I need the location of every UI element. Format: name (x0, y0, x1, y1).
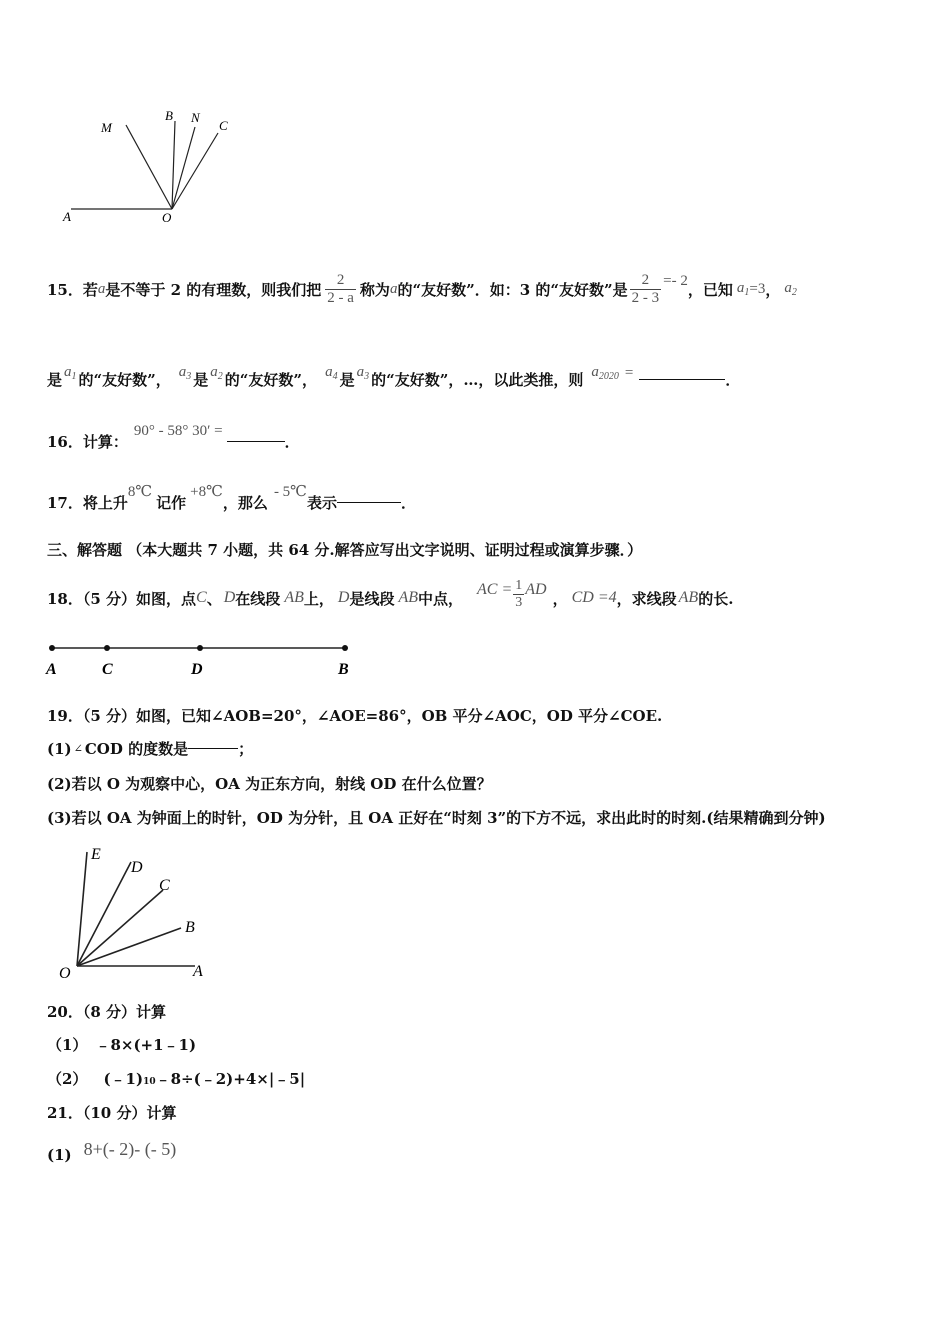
a1-eq: =3 (749, 280, 766, 297)
a1-sub-2: 1 (71, 371, 77, 382)
q15-line2 (47, 364, 740, 394)
q18-t8: 的长. (698, 589, 734, 608)
q16 (47, 420, 300, 454)
q18-fraction (513, 578, 524, 611)
q15-text1: 是不等于 2 的有理数，则我们把 (105, 280, 322, 299)
label-c: C (159, 877, 170, 894)
q18-eq-right: AD (525, 581, 547, 598)
q18-t7: ，求线段 (616, 589, 677, 608)
label-n: N (191, 110, 200, 125)
ex-num: 2 (641, 271, 650, 288)
var-a: a (97, 280, 106, 297)
label-b: B (185, 919, 195, 936)
q18 (47, 570, 733, 618)
label-d: D (191, 661, 203, 678)
a2020-sub: 2020 (598, 371, 619, 382)
q21-p1-label: (1) (47, 1146, 72, 1164)
frac-den: 2 - a (327, 289, 354, 306)
label-o: O (59, 965, 71, 982)
q15-answer-blank[interactable] (639, 379, 725, 380)
q16-end: ． (284, 432, 300, 451)
point-d (197, 645, 203, 651)
q18-ab-2: AB (398, 589, 418, 606)
q18-t3: 上， (303, 589, 334, 608)
angle-figure (55, 105, 245, 230)
q18-t1: 18．（5 分）如图，点 (47, 589, 197, 608)
rays-figure (55, 840, 225, 985)
label-c: C (102, 661, 113, 678)
q21-part1 (47, 1134, 176, 1164)
q17-t2: 记作 (156, 493, 187, 512)
a1-symbol: $a_1$ (736, 280, 750, 298)
a3-sub-2: 3 (364, 371, 370, 382)
q20-p2-label: （2） (47, 1070, 88, 1088)
section-3-title: 三、解答题 （本大题共 7 小题，共 64 分.解答应写出文字说明、证明过程或演算步骤．） (47, 541, 643, 559)
point-c (104, 645, 110, 651)
q19-part3: (3)若以 OA 为钟面上的时针，OD 为分针，且 OA 正好在“时刻 3”的下方不远，求出此时的时刻.(结果精确到分钟) (47, 809, 826, 827)
q15-l2-t4: 是 (339, 370, 355, 389)
a2-symbol: $a_2$ (784, 280, 797, 298)
q17-v3: - 5℃ (273, 483, 307, 500)
a2-sub-2: 2 (217, 371, 223, 382)
ray-oc (77, 890, 163, 966)
q17-t3: ，那么 (222, 493, 268, 512)
q15-text2: 称为 (359, 280, 390, 299)
q19-p1-text: COD 的度数是 (84, 740, 189, 758)
q18-sep: 、 (206, 589, 222, 608)
q15-line1 (47, 264, 797, 314)
var-a-2: a (389, 280, 398, 297)
q17-t1: 17．将上升 (47, 493, 128, 512)
q21-title: 21．（10 分）计算 (47, 1104, 177, 1122)
q15-end: ． (725, 370, 741, 389)
q15-text3: 的“友好数”．如：3 的“友好数”是 (397, 280, 628, 299)
q16-label: 16．计算： (47, 432, 128, 451)
q19-part1 (47, 738, 253, 759)
q21-p1-expr: 8+(- 2)- (- 5) (83, 1138, 177, 1159)
a2-symbol-2: $a_2$ (210, 364, 223, 382)
a2-sub: 2 (791, 287, 797, 298)
ray-oc (172, 133, 218, 209)
a3-symbol: $a_3$ (178, 364, 192, 382)
q15-comma: ， (765, 280, 781, 299)
q20-p1-expr: ﹣8×(+1﹣1) (95, 1036, 197, 1054)
label-a: A (193, 963, 203, 980)
q17-answer-blank[interactable] (337, 502, 401, 503)
q19-stem: 19．（5 分）如图，已知∠AOB=20°，∠AOE=86°，OB 平分∠AOC，OD 平分∠COE. (47, 707, 663, 725)
ray-om (126, 125, 172, 209)
q18-frac-den: 3 (515, 594, 523, 610)
q20-p2-exponent: 10 (143, 1077, 156, 1087)
q17 (47, 480, 416, 516)
q20-p2-rest: ﹣8÷(﹣2)+4×|﹣5| (155, 1070, 306, 1088)
q19-p1-label: (1) (47, 739, 72, 758)
angle-symbol: ∠ (73, 742, 83, 755)
q20-p2-base: (﹣1) (103, 1070, 144, 1088)
q18-t5: 中点， (418, 589, 464, 608)
label-b: B (338, 661, 349, 678)
a2020-eq: = (624, 364, 634, 381)
q18-d-2: D (337, 589, 350, 606)
a4-sub: 4 (332, 371, 338, 382)
segment-figure (40, 638, 370, 682)
label-a: A (46, 661, 57, 678)
a3-symbol-2: $a_3$ (356, 364, 370, 382)
q17-t4: 表示 (306, 493, 337, 512)
label-a: A (63, 209, 71, 224)
ray-ob (172, 121, 175, 209)
q15-number: 15．若 (47, 280, 98, 299)
q19-part2: (2)若以 O 为观察中心，OA 为正东方向，射线 OD 在什么位置？ (47, 775, 492, 793)
label-c: C (219, 118, 228, 133)
q18-t4: 是线段 (349, 589, 395, 608)
q17-end: ． (400, 493, 416, 512)
q18-t2: 在线段 (235, 589, 281, 608)
ray-ob (77, 928, 181, 966)
q18-t6: ， (552, 589, 568, 608)
label-d: D (131, 859, 143, 876)
a4-symbol: $a_4$ (325, 364, 338, 382)
q15-l2-t5: 的“友好数”，…，以此类推，则 (371, 370, 584, 389)
fraction-example (630, 272, 662, 307)
q18-ab: AB (284, 589, 304, 606)
q15-l2-t1: 的“友好数”， (78, 370, 171, 389)
point-a (49, 645, 55, 651)
q17-v2: +8℃ (190, 483, 223, 500)
q20-part2 (47, 1068, 305, 1089)
a1-symbol-2: $a_1$ (64, 364, 77, 382)
label-e: E (91, 846, 101, 863)
q15-l2-t3: 的“友好数”， (224, 370, 318, 389)
a3-sub: 3 (186, 371, 192, 382)
q18-c: C (196, 589, 207, 606)
q20-part1 (47, 1034, 196, 1055)
q17-v1: 8℃ (127, 483, 153, 500)
q20-p1-label: （1） (47, 1036, 88, 1054)
q15-l2-start: 是 (47, 370, 63, 389)
label-b: B (165, 108, 173, 123)
ray-on (172, 127, 195, 209)
q18-ab-3: AB (678, 589, 699, 606)
q15-text4: ，已知 (687, 280, 733, 299)
point-b (342, 645, 348, 651)
q18-d: D (223, 589, 236, 606)
q18-frac-num: 1 (515, 577, 523, 593)
label-o: O (162, 210, 172, 225)
q16-expr: 90° - 58° 30′ = (133, 422, 223, 439)
q18-cd: CD =4 (571, 589, 617, 606)
q16-answer-blank[interactable] (227, 441, 285, 442)
q20-title: 20．（8 分）计算 (47, 1003, 167, 1021)
ex-result: =- 2 (663, 272, 688, 289)
fraction-2-over-2-minus-a (325, 272, 356, 307)
frac-num: 2 (336, 271, 345, 288)
q19-p1-end: ； (238, 740, 254, 758)
q19-answer-blank[interactable] (188, 748, 238, 749)
a2020-symbol: $a_{2020}$ (591, 364, 619, 382)
q18-eq-left: AC = (477, 581, 513, 598)
ex-den: 2 - 3 (631, 289, 660, 306)
q15-l2-t2: 是 (193, 370, 209, 389)
a1-sub: 1 (744, 287, 750, 298)
label-m: M (101, 120, 112, 135)
